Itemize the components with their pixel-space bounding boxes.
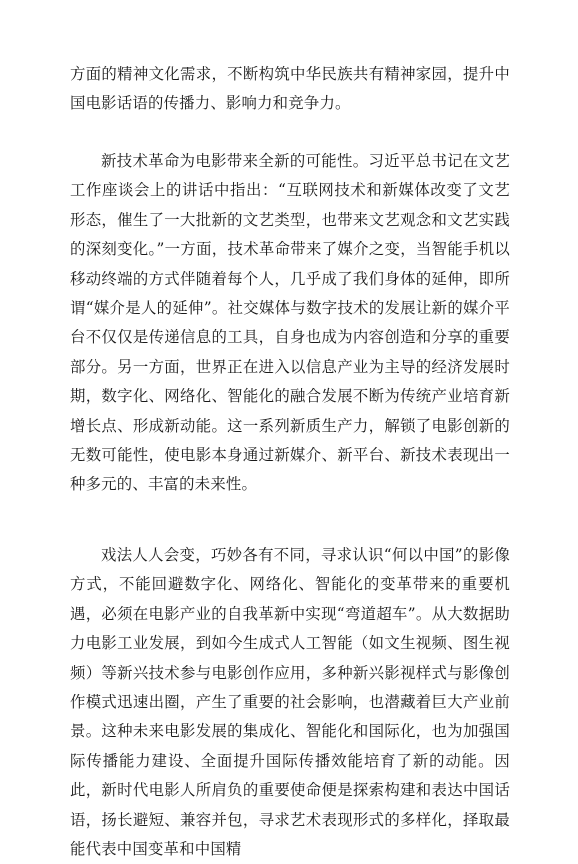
paragraph-2: 新技术革命为电影带来全新的可能性。习近平总书记在文艺工作座谈会上的讲话中指出：“互联网技术和新媒体改变了文艺形态，催生了一大批新的文艺类型，也带来文艺观念和文艺实践的深刻变化。”一方面，技术革命带来了媒介之变，当智能手机以移动终端的方式伴随着每个人，几乎成了我们身体的延伸，即所谓“媒介是人的延伸”。社交媒体与数字技术的发展让新的媒介平台不仅仅是传递信息的工具，自身也成为内容创造和分享的重要部分。另一方面，世界正在进入以信息产业为主导的经济发展时期，数字化、网络化、智能化的融合发展不断为传统产业培育新增长点、形成新动能。这一系列新质生产力，解锁了电影创新的无数可能性，使电影本身通过新媒介、新平台、新技术表现出一种多元的、丰富的未来性。 xyxy=(70,152,510,494)
paragraph-1: 方面的精神文化需求，不断构筑中华民族共有精神家园，提升中国电影话语的传播力、影响力和竞争力。 xyxy=(70,65,510,113)
paragraph-3: 戏法人人会变，巧妙各有不同，寻求认识“何以中国”的影像方式，不能回避数字化、网络化、智能化的变革带来的重要机遇，必须在电影产业的自我革新中实现“弯道超车”。从大数据助力电影工业发展，到如今生成式人工智能（如文生视频、图生视频）等新兴技术参与电影创作应用，多种新兴影视样式与影像创作模式迅速出圈，产生了重要的社会影响，也潜藏着巨大产业前景。这种未来电影发展的集成化、智能化和国际化，也为加强国际传播能力建设、全面提升国际传播效能培育了新的动能。因此，新时代电影人所肩负的重要使命便是探索构建和表达中国话语，扬长避短、兼容并包，寻求艺术表现形式的多样化，择取最能代表中国变革和中国精 xyxy=(70,546,510,859)
